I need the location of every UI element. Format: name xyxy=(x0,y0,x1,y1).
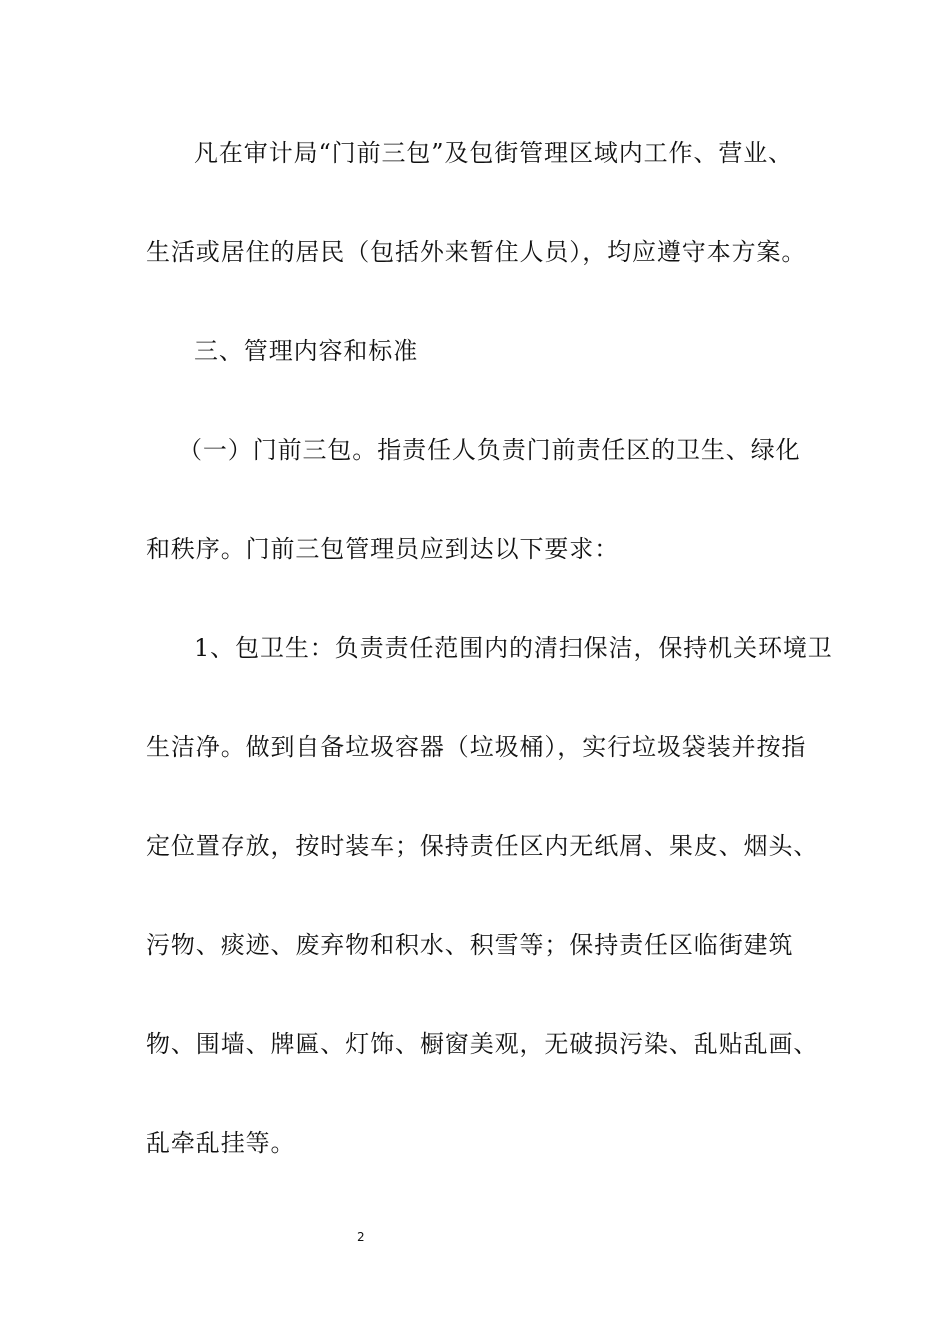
paragraph-line: （一）门前三包。指责任人负责门前责任区的卫生、绿化 xyxy=(178,436,801,464)
paragraph-line: 和秩序。门前三包管理员应到达以下要求： xyxy=(146,535,620,563)
paragraph-line: 生活或居住的居民（包括外来暂住人员），均应遵守本方案。 xyxy=(146,238,807,266)
paragraph-line: 物、围墙、牌匾、灯饰、橱窗美观，无破损污染、乱贴乱画、 xyxy=(146,1030,819,1058)
paragraph-line: 乱牵乱挂等。 xyxy=(146,1129,296,1157)
paragraph-line: 生洁净。做到自备垃圾容器（垃圾桶），实行垃圾袋装并按指 xyxy=(146,733,807,761)
paragraph-line: 1、包卫生：负责责任范围内的清扫保洁，保持机关环境卫 xyxy=(194,634,833,662)
paragraph-line: 污物、痰迹、废弃物和积水、积雪等；保持责任区临街建筑 xyxy=(146,931,794,959)
page-number: 2 xyxy=(357,1230,365,1244)
section-heading: 三、管理内容和标准 xyxy=(194,337,419,365)
paragraph-line: 凡在审计局“门前三包”及包街管理区域内工作、营业、 xyxy=(194,139,794,167)
paragraph-line: 定位置存放，按时装车；保持责任区内无纸屑、果皮、烟头、 xyxy=(146,832,819,860)
